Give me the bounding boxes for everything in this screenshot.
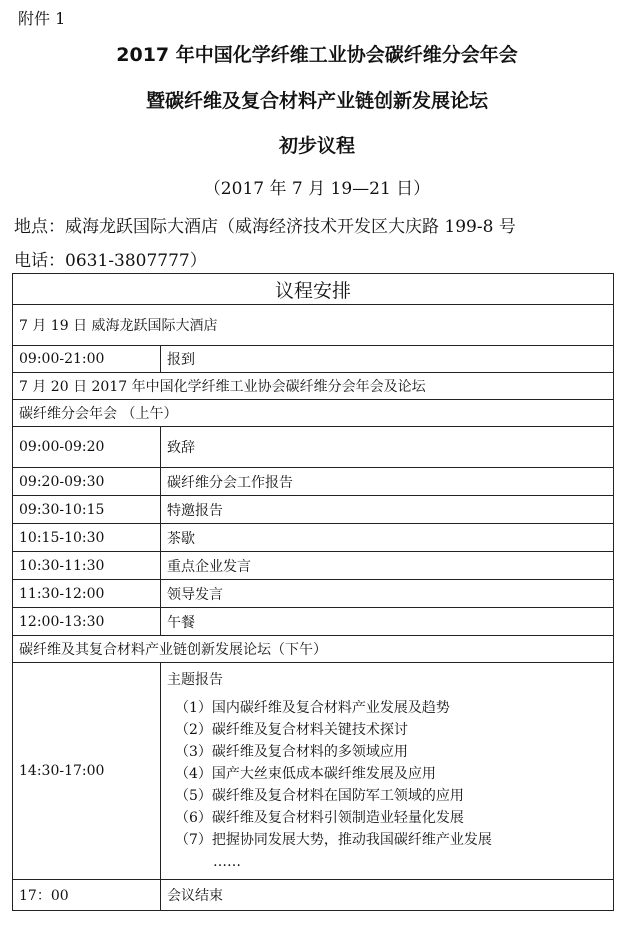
day1-row [13,305,614,346]
session-time: 09:30-10:15 [13,496,161,524]
table-row [13,496,614,524]
list-item: （4）国产大丝束低成本碳纤维发展及应用 [175,766,436,782]
list-item: （1）国内碳纤维及复合材料产业发展及趋势 [175,700,450,716]
list-item: （2）碳纤维及复合材料关键技术探讨 [175,722,408,738]
location-line: 地点：威海龙跃国际大酒店（威海经济技术开发区大庆路 199-8 号 [14,217,516,237]
attachment-label: 附件 1 [18,9,66,28]
table-row [13,580,614,608]
day1-label: 7 月 19 日 威海龙跃国际大酒店 [13,305,614,346]
table-row [13,608,614,636]
session-time: 09:20-09:30 [13,468,161,496]
afternoon-section-row [13,636,614,663]
table-row [13,552,614,580]
session-item: 午餐 [161,608,614,636]
table-row [13,524,614,552]
session-time: 10:30-11:30 [13,552,161,580]
table-row [13,468,614,496]
phone-line: 电话：0631-3807777） [14,251,207,271]
table-row [13,427,614,468]
list-item: （6）碳纤维及复合材料引领制造业轻量化发展 [175,810,464,826]
list-item: （5）碳纤维及复合材料在国防军工领域的应用 [175,788,464,804]
table-header: 议程安排 [13,274,614,305]
checkin-item: 报到 [161,346,614,373]
document-subtitle: 暨碳纤维及复合材料产业链创新发展论坛 [145,90,488,112]
session-item: 领导发言 [161,580,614,608]
forum-label: 主题报告 [167,672,223,688]
morning-section-row [13,400,614,427]
list-item: （3）碳纤维及复合材料的多领域应用 [175,744,408,760]
day2-label: 7 月 20 日 2017 年中国化学纤维工业协会碳纤维分会年会及论坛 [13,373,614,400]
list-item: （7）把握协同发展大势，推动我国碳纤维产业发展 [175,832,492,848]
session-time: 09:00-09:20 [13,427,161,468]
date-range: （2017 年 7 月 19—21 日） [203,179,431,199]
table-header-row [13,274,614,305]
table-row [13,346,614,373]
end-time: 17：00 [13,880,161,911]
day2-row [13,373,614,400]
forum-body [161,663,614,880]
session-item: 茶歇 [161,524,614,552]
topics-ellipsis: …… [213,854,241,870]
forum-time: 14:30-17:00 [13,663,161,880]
table-row [13,880,614,911]
agenda-table [12,273,614,911]
session-time: 10:15-10:30 [13,524,161,552]
checkin-time: 09:00-21:00 [13,346,161,373]
session-item: 碳纤维分会工作报告 [161,468,614,496]
topic-list [167,697,607,873]
afternoon-section-label: 碳纤维及其复合材料产业链创新发展论坛（下午） [13,636,614,663]
session-item: 致辞 [161,427,614,468]
session-time: 11:30-12:00 [13,580,161,608]
end-item: 会议结束 [161,880,614,911]
document-title: 2017 年中国化学纤维工业协会碳纤维分会年会 [116,44,518,66]
forum-row [13,663,614,880]
session-time: 12:00-13:30 [13,608,161,636]
morning-section-label: 碳纤维分会年会 （上午） [13,400,614,427]
session-item: 重点企业发言 [161,552,614,580]
document-heading: 初步议程 [278,135,355,157]
session-item: 特邀报告 [161,496,614,524]
